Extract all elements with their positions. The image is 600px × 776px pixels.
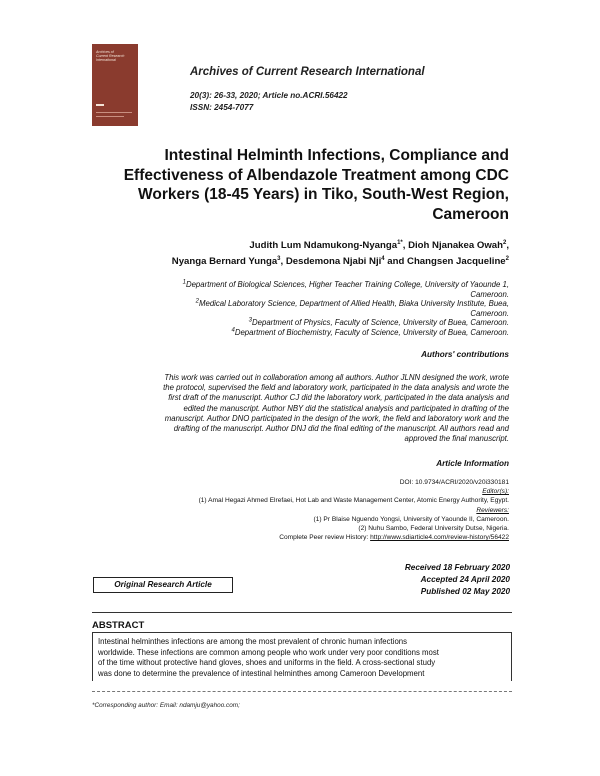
affiliation-number: 1: [182, 279, 186, 286]
contributions-line: first draft of the manuscript. Author CJ did the laboratory work, participated in the data analysis and: [168, 393, 509, 403]
abstract-heading: ABSTRACT: [92, 620, 145, 631]
author-name: Desdemona Njabi Nji: [285, 256, 382, 267]
cover-title: [96, 50, 134, 63]
abstract-text: [98, 637, 506, 679]
editor: (1) Amal Hegazi Ahmed Elrefaei, Hot Lab and Waste Management Center, Atomic Energy Authority, Egypt.: [198, 497, 509, 505]
author-affiliation-marker: 2: [502, 239, 507, 246]
author-separator: ,: [402, 240, 409, 251]
affiliation: [95, 318, 509, 328]
reviewer: (1) Pr Blaise Nguendo Yongsi, University of Yaounde II, Cameroon.: [313, 515, 509, 523]
author-separator: ,: [280, 256, 286, 267]
abstract-line: of the time without protective hand gloves, shoes and uniforms in the field. A cross-sectional study: [98, 658, 436, 667]
article-type-badge: Original Research Article: [93, 577, 233, 593]
author-name: Judith Lum Ndamukong-Nyanga: [249, 240, 398, 251]
cover-title-line: International: [96, 58, 116, 63]
abstract-line: was done to determine the prevalence of intestinal helminthes among Cameroon Development: [98, 668, 425, 678]
doi: DOI: 10.9734/ACRI/2020/v20i330181: [399, 479, 509, 486]
author-conjunction: and: [384, 256, 408, 267]
journal-citation-block: [190, 90, 348, 113]
journal-citation: 20(3): 26-33, 2020; Article no.ACRI.56422: [190, 91, 348, 100]
affiliation-text: Department of Physics, Faculty of Science, University of Buea, Cameroon.: [252, 318, 509, 328]
journal-issn: ISSN: 2454-7077: [190, 102, 254, 112]
author-name: Nyanga Bernard Yunga: [171, 256, 278, 267]
author-affiliation-marker: 1*: [397, 239, 403, 246]
publication-dates: [330, 562, 510, 598]
cover-decoration: [96, 112, 132, 113]
contributions-text: [95, 373, 509, 444]
title-line: Effectiveness of Albendazole Treatment among CDC: [123, 166, 509, 184]
author-name: Changsen Jacqueline: [407, 256, 506, 267]
cover-decoration: [96, 104, 104, 106]
contributions-line: the protocol, supervised the field and laboratory work, participated in the data analysis and wrote the: [163, 383, 509, 393]
journal-cover-image: [92, 44, 138, 126]
cover-title-line: Current Research: [96, 54, 125, 59]
abstract-divider: [92, 612, 512, 613]
reviewer: (2) Nuhu Sambo, Federal University Dutse, Nigeria.: [358, 525, 509, 533]
accepted-date: Accepted 24 April 2020: [420, 575, 510, 584]
author-line-2: [95, 254, 509, 270]
article-title: [95, 146, 509, 224]
review-history: [95, 533, 509, 542]
affiliation-text: Department of Biological Sciences, Higher Teacher Training College, University of Yaounde 1,: [185, 280, 509, 289]
author-list: [95, 238, 509, 270]
contributions-line: manuscript. Author DNO participated in the design of the work, the field and laboratory work and the: [164, 413, 509, 423]
affiliation-number: 2: [195, 298, 199, 305]
article-info-heading: Article Information: [436, 459, 509, 468]
footnote-divider: [92, 691, 512, 692]
contributions-line: drafting of the manuscript. Author DNJ did the final editing of the manuscript. All authors read and: [173, 424, 509, 434]
affiliation-number: 4: [231, 327, 235, 334]
contributions-line: approved the final manuscript.: [404, 434, 509, 444]
contributions-heading: Authors' contributions: [421, 350, 509, 359]
cover-decoration: [96, 116, 124, 117]
author-line-1: [95, 238, 509, 254]
received-date: Received 18 February 2020: [404, 563, 510, 572]
affiliation-text: Cameroon.: [470, 289, 509, 299]
affiliation: [95, 299, 509, 309]
affiliation-number: 3: [248, 317, 253, 324]
article-info: [95, 478, 509, 542]
review-history-label: Complete Peer review History:: [279, 534, 371, 542]
title-line: Intestinal Helminth Infections, Compliance and: [164, 147, 509, 164]
cover-title-line: Archives of: [96, 50, 114, 54]
review-history-link[interactable]: http://www.sdiarticle4.com/review-history/56422: [370, 534, 509, 542]
editors-label: Editor(s):: [482, 488, 509, 496]
affiliation: [95, 280, 509, 290]
author-separator: ,: [506, 240, 509, 251]
published-date: Published 02 May 2020: [420, 587, 510, 596]
reviewers-label: Reviewers:: [476, 506, 509, 514]
affiliation: [95, 328, 509, 338]
author-affiliation-marker: 3: [277, 255, 281, 262]
corresponding-author-footnote: *Corresponding author: Email: ndamju@yahoo.com;: [92, 702, 240, 709]
author-name: Dioh Njanakea Owah: [408, 240, 503, 251]
title-line: Cameroon: [432, 205, 509, 223]
abstract-line: worldwide. These infections are common among people who work under very poor conditions most: [98, 647, 439, 657]
abstract-line: Intestinal helminthes infections are among the most prevalent of chronic human infections: [98, 637, 408, 646]
journal-name: Archives of Current Research International: [190, 66, 425, 78]
contributions-line: This work was carried out in collaboration among all authors. Author JLNN designed the work, wrote: [164, 373, 509, 382]
author-affiliation-marker: 4: [381, 255, 385, 262]
contributions-line: edited the manuscript. Author NBY did the statistical analysis and participated in drafting of the: [183, 403, 509, 413]
affiliations: [95, 280, 509, 338]
affiliation-text: Cameroon.: [470, 308, 509, 318]
author-affiliation-marker: 2: [505, 255, 509, 262]
affiliation-text: Department of Biochemistry, Faculty of Science, University of Buea, Cameroon.: [234, 327, 509, 337]
title-line: Workers (18-45 Years) in Tiko, South-West Region,: [138, 186, 509, 203]
affiliation-text: Medical Laboratory Science, Department of Allied Health, Biaka University Institute, Buea,: [198, 299, 509, 309]
